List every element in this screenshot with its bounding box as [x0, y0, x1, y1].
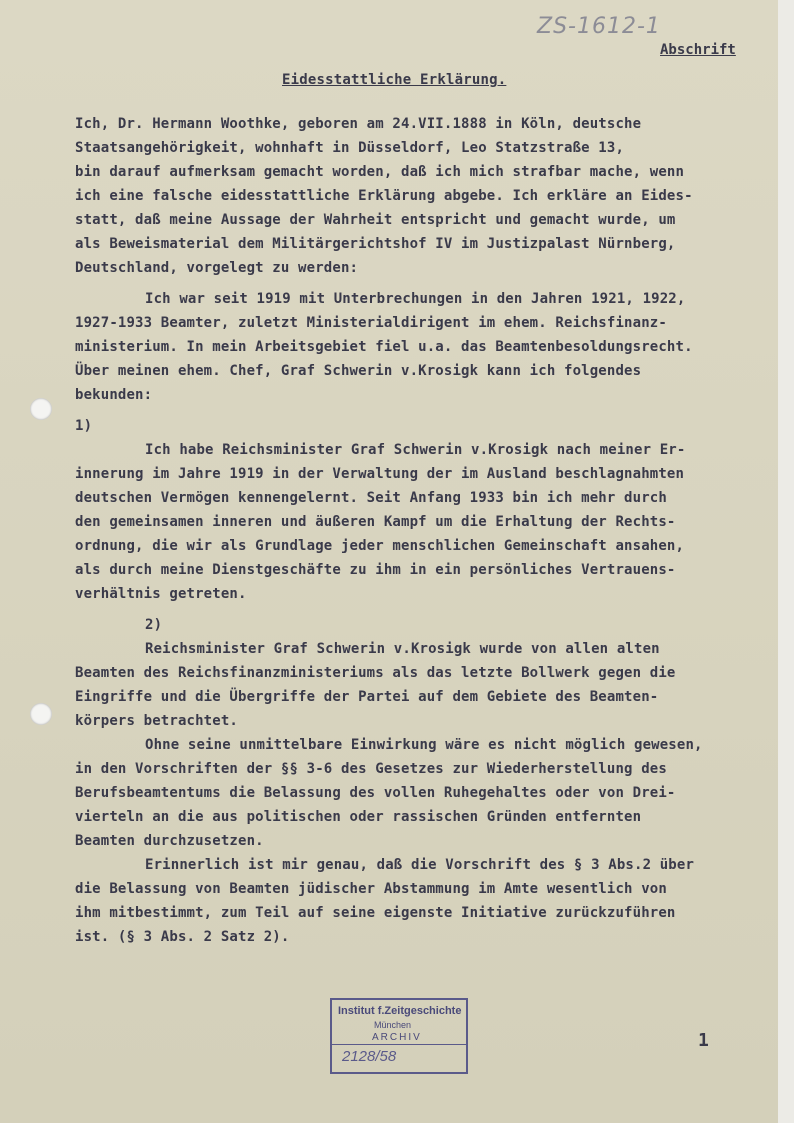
page-number: 1 [698, 1030, 709, 1051]
text-line: innerung im Jahre 1919 in der Verwaltung der im Ausland beschlagnahmten [75, 466, 685, 482]
text-line: Beamten durchzusetzen. [75, 833, 264, 849]
section-number: 1) [75, 418, 93, 434]
text-line: vierteln an die aus politischen oder rassischen Gründen entfernten [75, 809, 642, 825]
stamp-archive: ARCHIV [372, 1032, 422, 1043]
text-line: Erinnerlich ist mir genau, daß die Vorschrift des § 3 Abs.2 über [145, 857, 695, 873]
text-line: Reichsminister Graf Schwerin v.Krosigk wurde von allen alten [145, 641, 660, 657]
archive-code: ZS-1612-1 [537, 14, 661, 39]
text-line: ordnung, die wir als Grundlage jeder menschlichen Gemeinschaft ansahen, [75, 538, 685, 554]
text-line: in den Vorschriften der §§ 3-6 des Gesetzes zur Wiederherstellung des [75, 761, 667, 777]
text-line: ministerium. In mein Arbeitsgebiet fiel u.a. das Beamtenbesoldungsrecht. [75, 339, 693, 355]
text-line: bekunden: [75, 387, 153, 403]
section-number: 2) [145, 617, 163, 633]
text-line: 1927-1933 Beamter, zuletzt Ministerialdirigent im ehem. Reichsfinanz- [75, 315, 667, 331]
text-line: Eingriffe und die Übergriffe der Partei auf dem Gebiete des Beamten- [75, 689, 659, 705]
text-line: ich eine falsche eidesstattliche Erklärung abgebe. Ich erkläre an Eides- [75, 188, 693, 204]
punch-hole [30, 398, 52, 420]
text-line: Über meinen ehem. Chef, Graf Schwerin v.Krosigk kann ich folgendes [75, 363, 642, 379]
text-line: Ich war seit 1919 mit Unterbrechungen in den Jahren 1921, 1922, [145, 291, 686, 307]
stamp-number: 2128/58 [342, 1048, 397, 1065]
text-line: körpers betrachtet. [75, 713, 238, 729]
text-line: ihm mitbestimmt, zum Teil auf seine eigenste Initiative zurückzuführen [75, 905, 676, 921]
stamp-city: München [374, 1020, 412, 1030]
text-line: bin darauf aufmerksam gemacht worden, daß ich mich strafbar mache, wenn [75, 164, 685, 180]
text-line: den gemeinsamen inneren und äußeren Kampf um die Erhaltung der Rechts- [75, 514, 676, 530]
text-line: Berufsbeamtentums die Belassung des vollen Ruhegehaltes oder von Drei- [75, 785, 676, 801]
text-line: die Belassung von Beamten jüdischer Abstammung im Amte wesentlich von [75, 881, 667, 897]
text-line: verhältnis getreten. [75, 586, 247, 602]
text-line: als durch meine Dienstgeschäfte zu ihm in ein persönliches Vertrauens- [75, 562, 676, 578]
copy-label: Abschrift [660, 42, 736, 58]
text-line: Ich habe Reichsminister Graf Schwerin v.Krosigk nach meiner Er- [145, 442, 686, 458]
text-line: Ich, Dr. Hermann Woothke, geboren am 24.VII.1888 in Köln, deutsche [75, 116, 642, 132]
text-line: Deutschland, vorgelegt zu werden: [75, 260, 359, 276]
text-line: als Beweismaterial dem Militärgerichtshof IV im Justizpalast Nürnberg, [75, 236, 676, 252]
text-line: Staatsangehörigkeit, wohnhaft in Düsseldorf, Leo Statzstraße 13, [75, 140, 625, 156]
stamp-divider [332, 1044, 466, 1045]
text-line: deutschen Vermögen kennengelernt. Seit Anfang 1933 bin ich mehr durch [75, 490, 667, 506]
punch-hole [30, 703, 52, 725]
text-line: statt, daß meine Aussage der Wahrheit entspricht und gemacht wurde, um [75, 212, 676, 228]
archive-stamp [330, 998, 468, 1074]
text-line: ist. (§ 3 Abs. 2 Satz 2). [75, 929, 290, 945]
text-line: Ohne seine unmittelbare Einwirkung wäre es nicht möglich gewesen, [145, 737, 703, 753]
page-edge [778, 0, 794, 1123]
stamp-institute: Institut f.Zeitgeschichte [338, 1005, 462, 1017]
document-title: Eidesstattliche Erklärung. [282, 72, 507, 88]
text-line: Beamten des Reichsfinanzministeriums als das letzte Bollwerk gegen die [75, 665, 676, 681]
